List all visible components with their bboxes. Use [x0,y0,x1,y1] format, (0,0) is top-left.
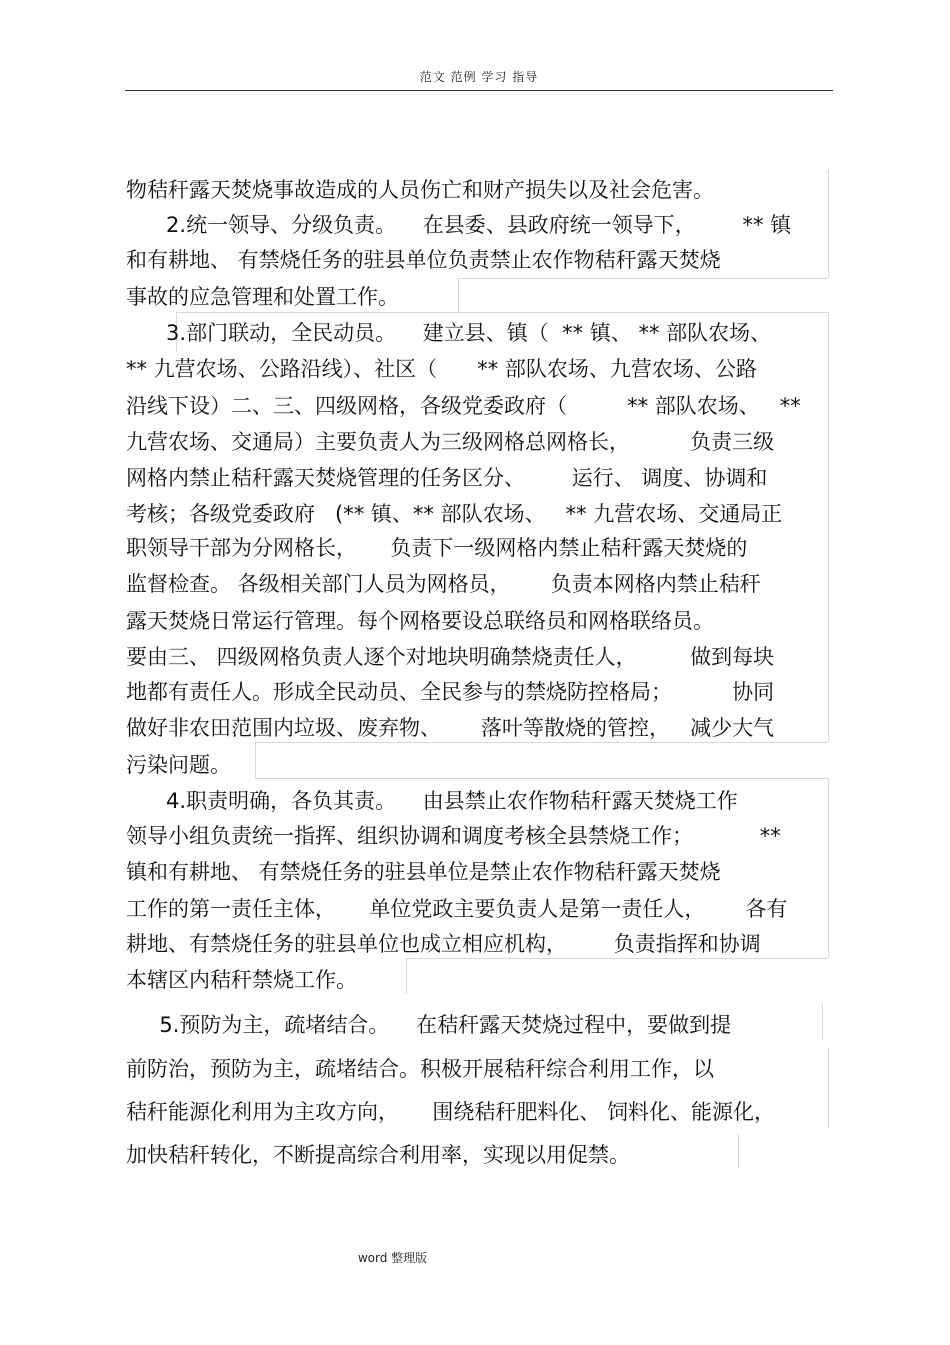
text-line: 前防治，预防为主，疏堵结合。积极开展秸秆综合利用工作，以 [126,1057,714,1081]
text-line: 污染问题。 [126,753,231,777]
header-text: 范文 范例 学习 指导 [419,70,539,84]
frame-line [406,958,828,959]
frame-line [828,170,829,278]
text-line: 做好非农田范围内垃圾、废弃物、 落叶等散烧的管控， 减少大气 [126,716,775,740]
frame-line [828,778,829,958]
text-line: 和有耕地、 有禁烧任务的驻县单位负责禁止农作物秸秆露天焚烧 [126,248,721,272]
footer-text: word 整理版 [357,1251,428,1265]
frame-line [738,1134,739,1168]
text-line: 网格内禁止秸秆露天焚烧管理的任务区分、 运行、 调度、协调和 [126,466,768,490]
text-line: 事故的应急管理和处置工作。 [126,285,399,309]
text-line: 九营农场、交通局）主要负责人为三级网格总网格长， 负责三级 [126,430,775,454]
text-line: 职领导干部为分网格长， 负责下一级网格内禁止秸秆露天焚烧的 [126,536,748,560]
text-line: 2.统一领导、分级负责。 在县委、县政府统一领导下， ** 镇 [126,213,792,237]
frame-line [828,312,829,742]
text-line: 露天焚烧日常运行管理。每个网格要设总联络员和网格联络员。 [126,609,714,633]
page-header [125,68,833,91]
text-line: 耕地、有禁烧任务的驻县单位也成立相应机构， 负责指挥和协调 [126,932,761,956]
page-footer [0,1249,785,1266]
text-line: 本辖区内秸秆禁烧工作。 [126,968,357,992]
frame-line [406,958,407,994]
frame-line [458,278,828,279]
frame-line [458,278,459,312]
text-line: 镇和有耕地、 有禁烧任务的驻县单位是禁止农作物秸秆露天焚烧 [126,860,721,884]
text-line: 要由三、 四级网格负责人逐个对地块明确禁烧责任人， 做到每块 [126,645,775,669]
frame-line [255,778,828,779]
text-line: 3.部门联动，全民动员。 建立县、镇（ ** 镇、 ** 部队农场、 [126,321,772,345]
text-line: 4.职责明确，各负其责。 由县禁止农作物秸秆露天焚烧工作 [126,789,738,813]
frame-line [822,1004,823,1040]
frame-line [176,312,828,313]
text-line: 秸秆能源化利用为主攻方向， 围绕秸秆肥料化、 饲料化、能源化， [126,1100,776,1124]
frame-line [255,742,256,778]
text-line: 监督检查。 各级相关部门人员为网格员， 负责本网格内禁止秸秆 [126,572,761,596]
frame-line [828,1048,829,1128]
text-line: 沿线下设）二、三、四级网格，各级党委政府（ ** 部队农场、 ** [126,394,801,418]
text-line: 工作的第一责任主体， 单位党政主要负责人是第一责任人， 各有 [126,897,788,921]
text-line: ** 九营农场、公路沿线）、社区（ ** 部队农场、九营农场、公路 [126,357,757,381]
text-line: 地都有责任人。形成全民动员、全民参与的禁烧防控格局； 协同 [126,680,775,704]
text-line: 加快秸秆转化，不断提高综合利用率，实现以用促禁。 [126,1143,630,1167]
text-line: 物秸秆露天焚烧事故造成的人员伤亡和财产损失以及社会危害。 [126,178,714,202]
text-line: 考核；各级党委政府 (** 镇、** 部队农场、 ** 九营农场、交通局正 [126,502,783,526]
text-line: 5.预防为主，疏堵结合。 在秸秆露天焚烧过程中，要做到提 [126,1013,732,1037]
frame-line [255,742,828,743]
text-line: 领导小组负责统一指挥、组织协调和调度考核全县禁烧工作； ** [126,824,781,848]
